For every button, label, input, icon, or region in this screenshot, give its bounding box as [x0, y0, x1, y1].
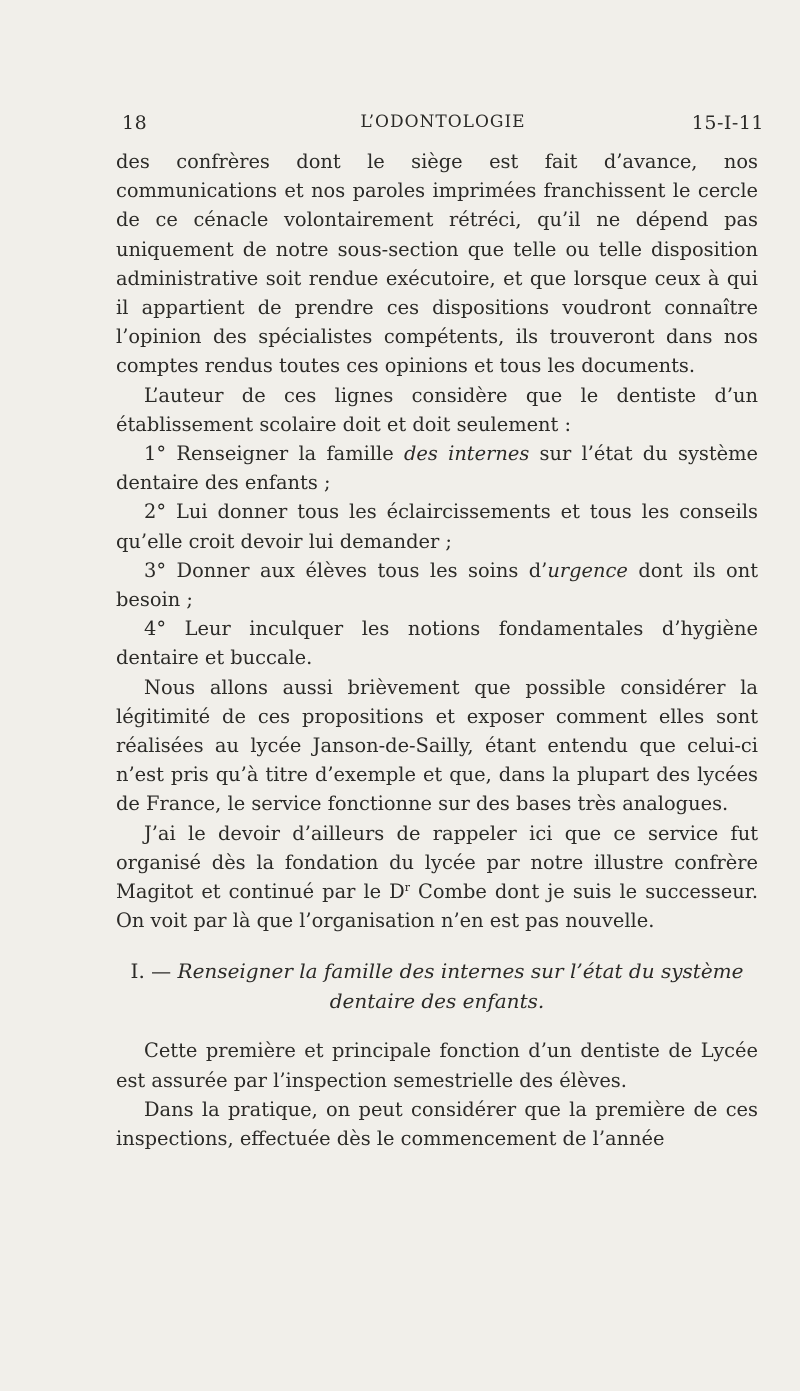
journal-title: L’ODONTOLOGIE — [360, 112, 526, 132]
section-title: Renseigner la famille des internes sur l’état du système dentaire des enfants. — [177, 959, 744, 1013]
list-item: 1° Renseigner la famille des internes sur l’état du système dentaire des enfants ; — [116, 442, 758, 495]
list-marker: 2° — [144, 500, 167, 524]
section-heading — [116, 957, 758, 1016]
paragraph: Dans la pratique, on peut considérer que la première de ces inspections, effectuée dès le commencement de l’année — [116, 1097, 758, 1151]
list-marker: 3° — [144, 558, 167, 582]
paragraph: des confrères dont le siège est fait d’avance, nos communications et nos paroles imprimées franchissent le cercle de ce cénacle volontairement rétréci, qu’il ne dépend pas uniquement de notre sous-section que telle ou telle disposition administrative soit rendue exécutoire, et que lorsque ceux à qui il appartient de prendre ces dispositions voudront connaître l’opinion des spécialistes compétents, ils trouveront dans nos comptes rendus toutes ces opinions et tous les documents. — [116, 150, 758, 378]
list-item: 4° Leur inculquer les notions fondamentales d’hygiène dentaire et buccale. — [116, 617, 758, 670]
list-item: 2° Lui donner tous les éclaircissements et tous les conseils qu’elle croit devoir lui demander ; — [116, 500, 758, 553]
issue-date: 15-I-11 — [691, 112, 764, 134]
emphasis: des internes — [404, 442, 530, 466]
section-number: I. — — [130, 959, 172, 984]
superscript: r — [404, 881, 410, 895]
paragraph: L’auteur de ces lignes considère que le dentiste d’un établissement scolaire doit et doit seulement : — [116, 383, 758, 436]
list-item: 3° Donner aux élèves tous les soins d’urgence dont ils ont besoin ; — [116, 558, 758, 612]
paragraph: J’ai le devoir d’ailleurs de rappeler ici que ce service fut organisé dès la fondation du lycée par notre illustre confrère Magitot et continué par le $D^r$ Combe dont je suis le successeur. On voit par là que l’organisation n’en est pas nouvelle. — [116, 821, 758, 933]
emphasis: urgence — [547, 558, 628, 582]
page-number: 18 — [122, 112, 148, 134]
running-header — [122, 112, 764, 142]
list-marker: 4° — [144, 617, 167, 641]
paragraph: Cette première et principale fonction d’un dentiste de Lycée est assurée par l’inspection semestrielle des élèves. — [116, 1039, 758, 1092]
list-marker: 1° — [144, 442, 167, 466]
paragraph: Nous allons aussi brièvement que possible considérer la légitimité de ces propositions et exposer comment elles sont réalisées au lycée Janson-de-Sailly, étant entendu que celui-ci n’est pris qu’à titre d’exemple et que, dans la plupart des lycées de France, le service fonctionne sur des bases très analogues. — [116, 675, 758, 816]
body-text — [116, 147, 758, 1153]
